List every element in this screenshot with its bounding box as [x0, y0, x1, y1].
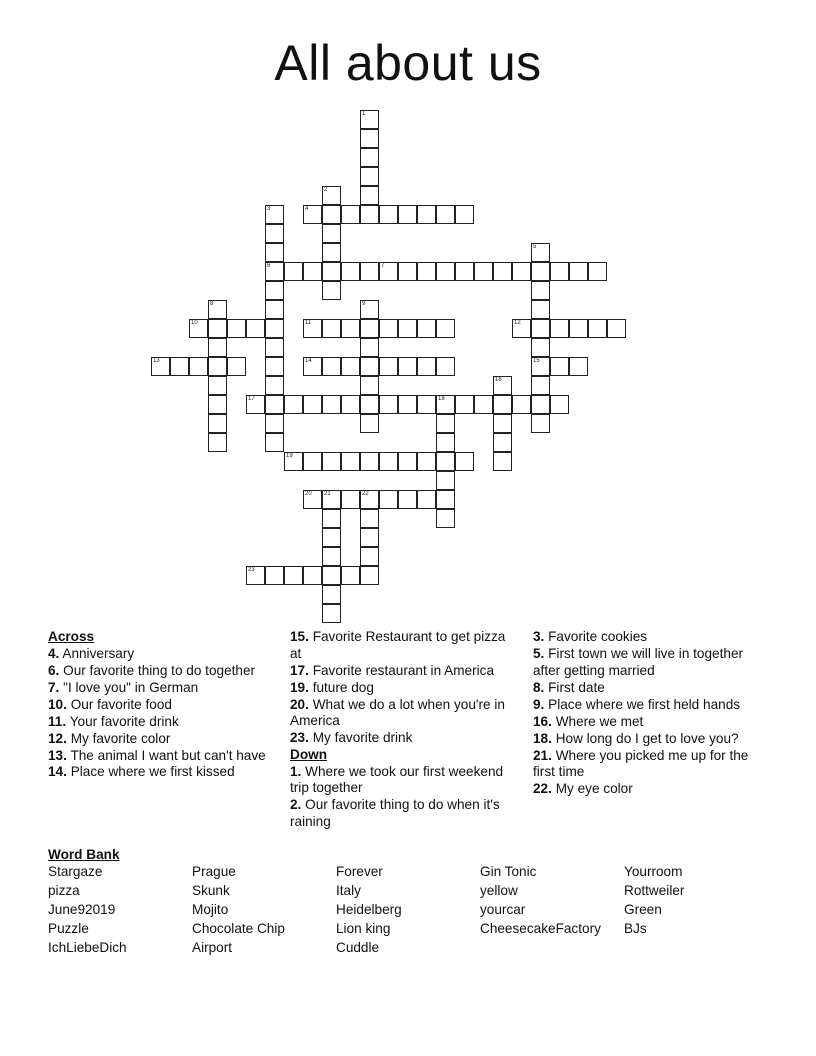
grid-cell[interactable]: [455, 395, 474, 414]
grid-cell[interactable]: [436, 471, 455, 490]
grid-cell[interactable]: [360, 129, 379, 148]
grid-cell[interactable]: [265, 433, 284, 452]
word-bank-item: Cuddle: [336, 940, 380, 956]
clue-number: 11: [305, 320, 312, 326]
clue-number: 6: [267, 263, 271, 269]
grid-cell[interactable]: [303, 262, 322, 281]
word-bank-item: Green: [624, 902, 662, 918]
grid-cell[interactable]: [436, 319, 455, 338]
grid-cell[interactable]: [360, 528, 379, 547]
grid-cell[interactable]: [322, 224, 341, 243]
grid-cell[interactable]: [493, 452, 512, 471]
grid-cell[interactable]: [265, 205, 284, 224]
grid-cell[interactable]: [360, 148, 379, 167]
grid-cell[interactable]: [208, 319, 227, 338]
grid-cell[interactable]: [284, 395, 303, 414]
clues-column-1: [48, 629, 280, 781]
grid-cell[interactable]: [512, 262, 531, 281]
word-bank-item: Gin Tonic: [480, 864, 537, 879]
word-bank-item: Chocolate Chip: [192, 921, 285, 937]
grid-cell[interactable]: [436, 509, 455, 528]
grid-cell[interactable]: [360, 186, 379, 205]
grid-cell[interactable]: [398, 262, 417, 281]
word-bank-column: [48, 862, 127, 957]
grid-cell[interactable]: [531, 300, 550, 319]
across-clue: 19. future dog: [290, 679, 374, 695]
grid-cell[interactable]: [436, 395, 455, 414]
grid-cell[interactable]: [531, 281, 550, 300]
grid-cell[interactable]: [531, 243, 550, 262]
grid-cell[interactable]: [208, 338, 227, 357]
grid-cell[interactable]: [360, 376, 379, 395]
clue-number: 20: [305, 491, 312, 497]
grid-cell[interactable]: [379, 205, 398, 224]
down-heading: Down: [290, 747, 327, 763]
clue-number: 3: [267, 206, 271, 212]
down-clue: 1. Where we took our first weekend trip together: [290, 763, 504, 796]
grid-cell[interactable]: [322, 585, 341, 604]
grid-cell[interactable]: [550, 262, 569, 281]
grid-cell[interactable]: [360, 300, 379, 319]
grid-cell[interactable]: [322, 395, 341, 414]
clue-number: 14: [305, 358, 312, 364]
grid-cell[interactable]: [493, 414, 512, 433]
grid-cell[interactable]: [208, 300, 227, 319]
clue-number: 9: [362, 301, 366, 307]
grid-cell[interactable]: [341, 452, 360, 471]
grid-cell[interactable]: [265, 566, 284, 585]
down-clue: 21. Where you picked me up for the first time: [533, 747, 749, 780]
clue-number: 4: [305, 206, 309, 212]
across-clue: 14. Place where we first kissed: [48, 764, 235, 780]
grid-cell[interactable]: [417, 357, 436, 376]
grid-cell[interactable]: [303, 319, 322, 338]
grid-cell[interactable]: [550, 319, 569, 338]
grid-cell[interactable]: [531, 395, 550, 414]
clue-number: 17: [248, 396, 255, 402]
clue-number: 23: [248, 567, 255, 573]
grid-cell[interactable]: [531, 376, 550, 395]
grid-cell[interactable]: [493, 376, 512, 395]
grid-cell[interactable]: [189, 357, 208, 376]
grid-cell[interactable]: [322, 566, 341, 585]
clue-number: 18: [438, 396, 445, 402]
grid-cell[interactable]: [322, 357, 341, 376]
word-bank-item: Airport: [192, 940, 233, 956]
grid-cell[interactable]: [436, 452, 455, 471]
word-bank-column: [624, 862, 684, 938]
grid-cell[interactable]: [341, 357, 360, 376]
grid-cell[interactable]: [360, 262, 379, 281]
grid-cell[interactable]: [360, 319, 379, 338]
grid-cell[interactable]: [322, 490, 341, 509]
grid-cell[interactable]: [512, 319, 531, 338]
grid-cell[interactable]: [436, 262, 455, 281]
grid-cell[interactable]: [474, 262, 493, 281]
grid-cell[interactable]: [265, 262, 284, 281]
grid-cell[interactable]: [379, 319, 398, 338]
grid-cell[interactable]: [531, 319, 550, 338]
grid-cell[interactable]: [360, 357, 379, 376]
word-bank-item: Stargaze: [48, 864, 103, 879]
word-bank-item: BJs: [624, 921, 647, 937]
grid-cell[interactable]: [379, 357, 398, 376]
grid-cell[interactable]: [322, 528, 341, 547]
grid-cell[interactable]: [417, 395, 436, 414]
grid-cell[interactable]: [493, 433, 512, 452]
word-bank-item: Puzzle: [48, 921, 89, 937]
grid-cell[interactable]: [322, 604, 341, 623]
down-clue: 8. First date: [533, 679, 605, 695]
word-bank-item: Italy: [336, 883, 361, 899]
word-bank-item: IchLiebeDich: [48, 940, 127, 956]
grid-cell[interactable]: [531, 338, 550, 357]
clue-number: 5: [533, 244, 537, 250]
grid-cell[interactable]: [398, 395, 417, 414]
grid-cell[interactable]: [341, 490, 360, 509]
across-clue: 13. The animal I want but can't have: [48, 747, 266, 763]
grid-cell[interactable]: [379, 452, 398, 471]
across-clue: 23. My favorite drink: [290, 730, 413, 746]
clue-number: 22: [362, 491, 369, 497]
word-bank-item: Yourroom: [624, 864, 683, 879]
clue-number: 13: [153, 358, 160, 364]
across-clue: 6. Our favorite thing to do together: [48, 662, 256, 678]
grid-cell[interactable]: [569, 319, 588, 338]
grid-cell[interactable]: [265, 338, 284, 357]
down-clue: 2. Our favorite thing to do when it's raining: [290, 797, 500, 829]
word-bank-item: Mojito: [192, 902, 229, 918]
grid-cell[interactable]: [360, 167, 379, 186]
grid-cell[interactable]: [322, 205, 341, 224]
down-clue: 22. My eye color: [533, 781, 633, 797]
grid-cell[interactable]: [170, 357, 189, 376]
grid-cell[interactable]: [341, 566, 360, 585]
across-clue: 15. Favorite Restaurant to get pizza at: [290, 629, 506, 661]
grid-cell[interactable]: [550, 357, 569, 376]
grid-cell[interactable]: [265, 224, 284, 243]
grid-cell[interactable]: [379, 490, 398, 509]
grid-cell[interactable]: [569, 357, 588, 376]
grid-cell[interactable]: [417, 319, 436, 338]
clue-number: 7: [381, 263, 385, 269]
grid-cell[interactable]: [531, 262, 550, 281]
down-clue: 16. Where we met: [533, 713, 644, 729]
grid-cell[interactable]: [265, 281, 284, 300]
down-clue: 3. Favorite cookies: [533, 629, 648, 644]
grid-cell[interactable]: [531, 414, 550, 433]
grid-cell[interactable]: [246, 319, 265, 338]
word-bank-item: CheesecakeFactory: [480, 921, 601, 937]
word-bank-item: Skunk: [192, 883, 230, 899]
grid-cell[interactable]: [208, 395, 227, 414]
grid-cell[interactable]: [436, 205, 455, 224]
grid-cell[interactable]: [265, 376, 284, 395]
across-clue: 17. Favorite restaurant in America: [290, 662, 495, 678]
grid-cell[interactable]: [360, 395, 379, 414]
grid-cell[interactable]: [436, 414, 455, 433]
grid-cell[interactable]: [588, 262, 607, 281]
word-bank-item: Rottweiler: [624, 883, 685, 899]
grid-cell[interactable]: [360, 509, 379, 528]
grid-cell[interactable]: [284, 566, 303, 585]
grid-cell[interactable]: [455, 205, 474, 224]
grid-cell[interactable]: [322, 243, 341, 262]
across-clue: 4. Anniversary: [48, 645, 135, 661]
clue-number: 10: [191, 320, 198, 326]
grid-cell[interactable]: [208, 414, 227, 433]
grid-cell[interactable]: [417, 262, 436, 281]
grid-cell[interactable]: [436, 490, 455, 509]
grid-cell[interactable]: [265, 414, 284, 433]
grid-cell[interactable]: [550, 395, 569, 414]
across-clue: 10. Our favorite food: [48, 696, 172, 712]
down-clue: 18. How long do I get to love you?: [533, 730, 739, 746]
grid-cell[interactable]: [303, 490, 322, 509]
word-bank-item: yourcar: [480, 902, 526, 918]
grid-cell[interactable]: [607, 319, 626, 338]
word-bank-item: June92019: [48, 902, 116, 918]
grid-cell[interactable]: [398, 205, 417, 224]
grid-cell[interactable]: [398, 452, 417, 471]
grid-cell[interactable]: [341, 262, 360, 281]
grid-cell[interactable]: [265, 357, 284, 376]
word-bank-item: Lion king: [336, 921, 391, 937]
grid-cell[interactable]: [417, 490, 436, 509]
grid-cell[interactable]: [322, 186, 341, 205]
grid-cell[interactable]: [303, 566, 322, 585]
grid-cell[interactable]: [322, 262, 341, 281]
grid-cell[interactable]: [265, 319, 284, 338]
grid-cell[interactable]: [284, 262, 303, 281]
grid-cell[interactable]: [398, 357, 417, 376]
clues-column-2: [290, 629, 516, 831]
grid-cell[interactable]: [493, 262, 512, 281]
grid-cell[interactable]: [265, 243, 284, 262]
grid-cell[interactable]: [208, 376, 227, 395]
grid-cell[interactable]: [303, 357, 322, 376]
grid-cell[interactable]: [322, 319, 341, 338]
grid-cell[interactable]: [360, 490, 379, 509]
page-title: All about us: [274, 35, 542, 91]
grid-cell[interactable]: [512, 395, 531, 414]
clue-number: 8: [210, 301, 214, 307]
word-bank-item: pizza: [48, 883, 80, 899]
word-bank-item: yellow: [480, 883, 518, 899]
grid-cell[interactable]: [398, 490, 417, 509]
grid-cell[interactable]: [360, 547, 379, 566]
grid-cell[interactable]: [227, 319, 246, 338]
grid-cell[interactable]: [322, 452, 341, 471]
grid-cell[interactable]: [341, 395, 360, 414]
across-clue: 11. Your favorite drink: [48, 713, 179, 729]
grid-cell[interactable]: [303, 395, 322, 414]
grid-cell[interactable]: [569, 262, 588, 281]
grid-cell[interactable]: [322, 547, 341, 566]
grid-cell[interactable]: [360, 110, 379, 129]
across-clue: 12. My favorite color: [48, 730, 171, 746]
grid-cell[interactable]: [398, 319, 417, 338]
word-bank-column: [336, 862, 402, 957]
grid-cell[interactable]: [303, 205, 322, 224]
grid-cell[interactable]: [436, 357, 455, 376]
grid-cell[interactable]: [265, 300, 284, 319]
word-bank-item: Heidelberg: [336, 902, 402, 918]
grid-cell[interactable]: [322, 509, 341, 528]
grid-cell[interactable]: [474, 395, 493, 414]
clue-number: 1: [362, 111, 366, 117]
grid-cell[interactable]: [379, 395, 398, 414]
word-bank-column: [480, 862, 601, 938]
down-clue: 5. First town we will live in together after getting married: [533, 645, 744, 678]
grid-cell[interactable]: [246, 395, 265, 414]
across-heading: Across: [48, 629, 95, 644]
grid-cell[interactable]: [341, 319, 360, 338]
grid-cell[interactable]: [341, 205, 360, 224]
grid-cell[interactable]: [227, 357, 246, 376]
clue-number: 12: [514, 320, 521, 326]
down-clue: 9. Place where we first held hands: [533, 696, 741, 712]
grid-cell[interactable]: [151, 357, 170, 376]
grid-cell[interactable]: [208, 357, 227, 376]
grid-cell[interactable]: [417, 205, 436, 224]
grid-cell[interactable]: [303, 452, 322, 471]
grid-cell[interactable]: [265, 395, 284, 414]
grid-cell[interactable]: [246, 566, 265, 585]
grid-cell[interactable]: [189, 319, 208, 338]
grid-cell[interactable]: [455, 452, 474, 471]
clue-number: 15: [533, 358, 540, 364]
clues-column-3: [533, 629, 769, 798]
word-bank-item: Prague: [192, 864, 236, 879]
grid-cell[interactable]: [436, 433, 455, 452]
grid-cell[interactable]: [531, 357, 550, 376]
grid-cell[interactable]: [588, 319, 607, 338]
clue-number: 19: [286, 453, 293, 459]
grid-cell[interactable]: [417, 452, 436, 471]
grid-cell[interactable]: [360, 452, 379, 471]
grid-cell[interactable]: [322, 281, 341, 300]
grid-cell[interactable]: [360, 414, 379, 433]
grid-cell[interactable]: [284, 452, 303, 471]
grid-cell[interactable]: [360, 338, 379, 357]
grid-cell[interactable]: [379, 262, 398, 281]
word-bank-heading: Word Bank: [48, 847, 120, 862]
clue-number: 21: [324, 491, 331, 497]
across-clue: 20. What we do a lot when you're in America: [290, 696, 505, 729]
grid-cell[interactable]: [360, 205, 379, 224]
across-clue: 7. "I love you" in German: [48, 679, 199, 695]
word-bank-column: [192, 862, 285, 957]
grid-cell[interactable]: [360, 566, 379, 585]
clue-number: 16: [495, 377, 502, 383]
word-bank-item: Forever: [336, 864, 383, 879]
clue-number: 2: [324, 187, 328, 193]
grid-cell[interactable]: [208, 433, 227, 452]
grid-cell[interactable]: [493, 395, 512, 414]
grid-cell[interactable]: [455, 262, 474, 281]
